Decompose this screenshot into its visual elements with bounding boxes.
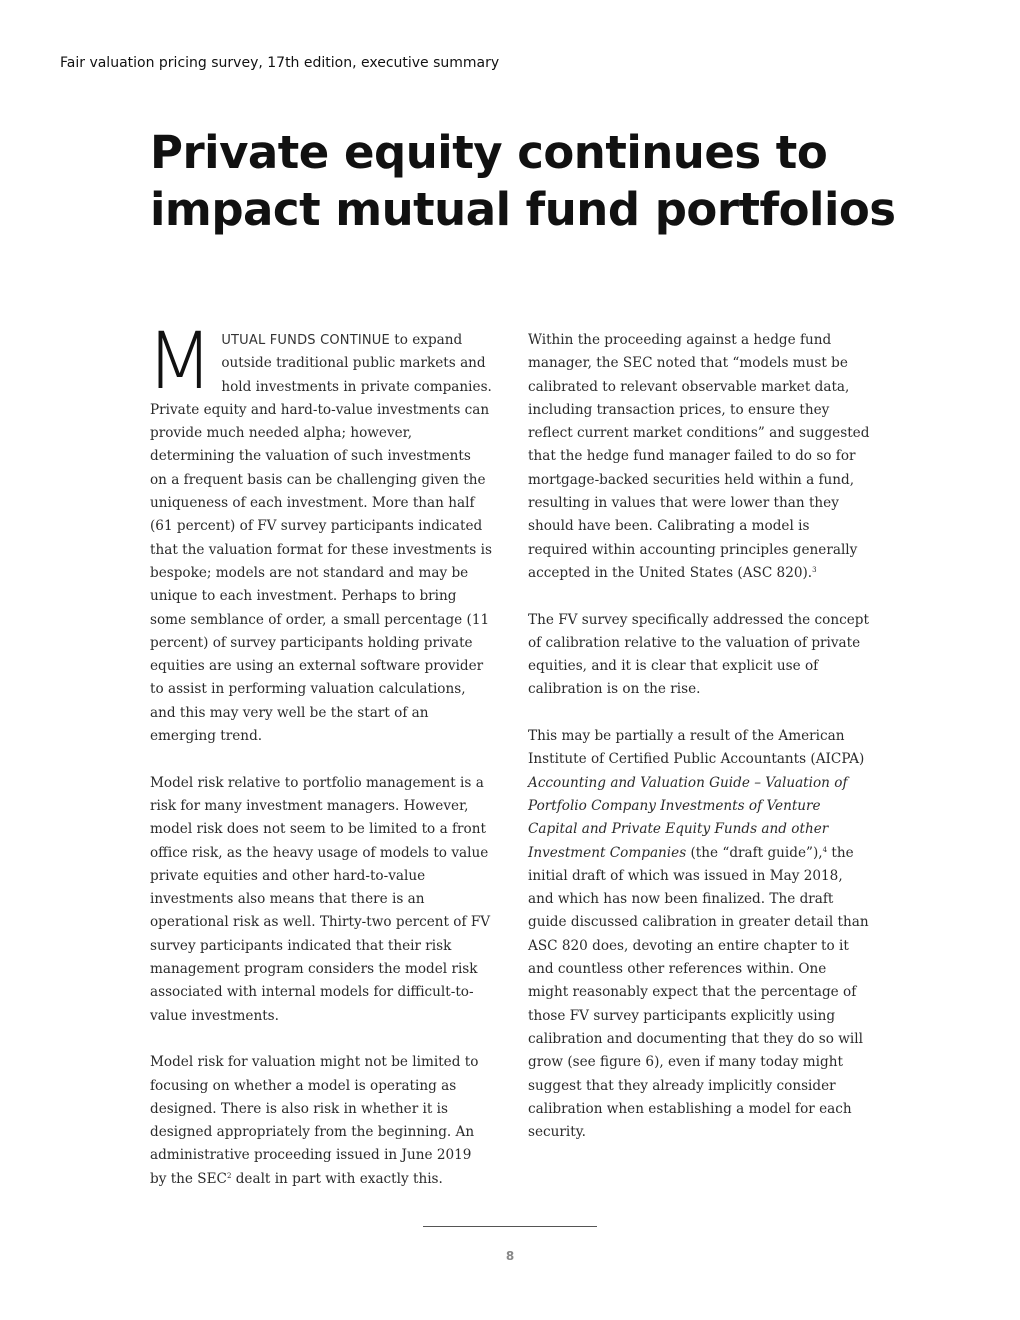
right-paragraph-2: The FV survey specifically addressed the concept of calibration relative to the valuation of private equities, and it is clear that explicit use of calibration is on the rise. — [528, 611, 869, 698]
title-line-1: Private equity continues to — [150, 126, 828, 179]
footnote-ref-2: 2 — [226, 1171, 232, 1180]
left-paragraph-1 — [146, 317, 492, 748]
right-paragraph-1 — [528, 329, 870, 585]
right-paragraph-3-intro: This may be partially a result of the American Institute of Certified Public Accountants (AICPA) — [528, 728, 865, 768]
page-number: 8 — [505, 1249, 515, 1263]
title-line-2: impact mutual fund portfolios — [150, 183, 896, 236]
right-paragraph-3-end: the initial draft of which was issued in May 2018, and which has now been finalized. The draft guide discussed calibration in greater detail than ASC 820 does, devoting an entire chapter to it and countless other references within. One might reasonably expect that the percentage of those FV survey participants explicitly using calibration and documenting that they do so will grow (see figure 6), even if many today might suggest that they already implicitly consider calibration when establishing a model for each security. — [528, 844, 869, 1141]
right-paragraph-3 — [528, 725, 870, 1144]
page-title — [150, 124, 910, 238]
running-header: Fair valuation pricing survey, 17th edition, executive summary — [60, 55, 500, 71]
footnote-ref-3: 3 — [812, 565, 817, 574]
guide-title: Accounting and Valuation Guide – Valuation of Portfolio Company Investments of Venture Capital and Private Equity Funds and other Investment Companies — [528, 774, 848, 861]
left-paragraph-3-text: Model risk for valuation might not be limited to focusing on whether a model is operating as designed. There is also risk in whether it is designed appropriately from the beginning. An administrative proceeding issued in June 2019 by the SEC — [150, 1054, 479, 1187]
drop-cap: M — [146, 317, 214, 407]
left-paragraph-1-text: to expand outside traditional public markets and hold investments in private companies. Private equity and hard-to-value investments can provide much needed alpha; however, determining the valuation of such investments on a frequent basis can be challenging given the uniqueness of each investment. More than half (61 percent) of FV survey participants indicated that the valuation format for these investments is bespoke; models are not standard and may be unique to each investment. Perhaps to bring some semblance of order, a small percentage (11 percent) of survey participants holding private equities are using an external software provider to assist in performing valuation calculations, and this may very well be the start of an emerging trend. — [150, 332, 492, 745]
right-paragraph-3-mid: (the “draft guide”), — [686, 844, 823, 861]
left-paragraph-3-end: dealt in part with exactly this. — [231, 1170, 443, 1187]
lead-in-text: UTUAL FUNDS CONTINUE — [221, 333, 390, 348]
footnote-ref-4: 4 — [822, 845, 828, 854]
footer-divider — [423, 1226, 597, 1227]
left-paragraph-2: Model risk relative to portfolio management is a risk for many investment managers. However, model risk does not seem to be limited to a front office risk, as the heavy usage of models to value private equities and other hard-to-value investments also means that there is an operational risk as well. Thirty-two percent of FV survey participants indicated that their risk management program considers the model risk associated with internal models for difficult-to-value investments. — [150, 774, 491, 1024]
right-column — [528, 329, 870, 1168]
left-column — [146, 317, 492, 1214]
right-paragraph-1-text: Within the proceeding against a hedge fund manager, the SEC noted that “models must be calibrated to relevant observable market data, including transaction prices, to ensure they reflect current market conditions” and suggested that the hedge fund manager failed to do so for mortgage-backed securities held within a fund, resulting in values that were lower than they should have been. Calibrating a model is required within accounting principles generally accepted in the United States (ASC 820). — [528, 332, 870, 581]
left-paragraph-3 — [150, 1051, 492, 1191]
